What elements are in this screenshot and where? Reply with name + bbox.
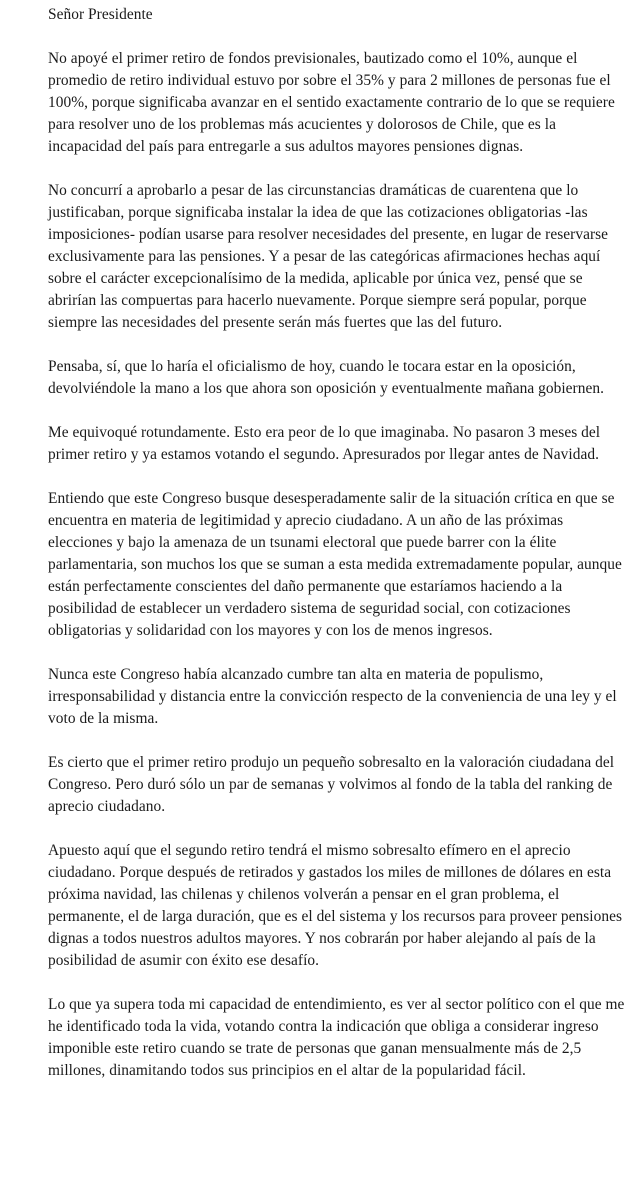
paragraph-9: Lo que ya supera toda mi capacidad de entendimiento, es ver al sector político con el que me he identificado toda la vida, votando contra la indicación que obliga a considerar ingreso imponible este retiro cuando se trate de personas que ganan mensualmente más de 2,5 millones, dinamitando todos sus principios en el altar de la popularidad fácil. — [48, 996, 625, 1079]
paragraph-1: No apoyé el primer retiro de fondos previsionales, bautizado como el 10%, aunque el promedio de retiro individual estuvo por sobre el 35% y para 2 millones de personas fue el 100%, porque significaba avanzar en el sentido exactamente contrario de lo que se requiere para resolver uno de los problemas más acucientes y dolorosos de Chile, que es la incapacidad del país para entregarle a sus adultos mayores pensiones dignas. — [48, 50, 615, 155]
salutation: Señor Presidente — [48, 6, 153, 23]
paragraph-5: Entiendo que este Congreso busque desesperadamente salir de la situación crítica en que se encuentra en materia de legitimidad y aprecio ciudadano. A un año de las próximas elecciones y bajo la amenaza de un tsunami electoral que puede barrer con la élite parlamentaria, son muchos los que se suman a esta medida extremadamente popular, aunque están perfectamente conscientes del daño permanente que estaríamos haciendo a la posibilidad de establecer un verdadero sistema de seguridad social, con cotizaciones obligatorias y solidaridad con los mayores y con los de menos ingresos. — [48, 490, 622, 639]
paragraph-3: Pensaba, sí, que lo haría el oficialismo de hoy, cuando le tocara estar en la oposición, devolviéndole la mano a los que ahora son oposición y eventualmente mañana gobiernen. — [48, 358, 605, 397]
paragraph-2: No concurrí a aprobarlo a pesar de las circunstancias dramáticas de cuarentena que lo justificaban, porque significaba instalar la idea de que las cotizaciones obligatorias -las imposiciones- podían usarse para resolver necesidades del presente, en lugar de reservarse exclusivamente para las pensiones. Y a pesar de las categóricas afirmaciones hechas aquí sobre el carácter excepcionalísimo de la medida, aplicable por única vez, pensé que se abrirían las compuertas para hacerlo nuevamente. Porque siempre será popular, porque siempre las necesidades del presente serán más fuertes que las del futuro. — [48, 182, 609, 331]
paragraph-4: Me equivoqué rotundamente. Esto era peor de lo que imaginaba. No pasaron 3 meses del primer retiro y ya estamos votando el segundo. Apresurados por llegar antes de Navidad. — [48, 424, 601, 463]
paragraph-8: Apuesto aquí que el segundo retiro tendrá el mismo sobresalto efímero en el aprecio ciudadano. Porque después de retirados y gastados los miles de millones de dólares en esta próxima navidad, las chilenas y chilenos volverán a pensar en el gran problema, el permanente, el de larga duración, que es el del sistema y los recursos para proveer pensiones dignas a todos nuestros adultos mayores. Y nos cobrarán por haber alejando al país de la posibilidad de asumir con éxito ese desafío. — [48, 842, 623, 969]
paragraph-7: Es cierto que el primer retiro produjo un pequeño sobresalto en la valoración ciudadana del Congreso. Pero duró sólo un par de semanas y volvimos al fondo de la tabla del ranking de aprecio ciudadano. — [48, 754, 615, 815]
paragraph-6: Nunca este Congreso había alcanzado cumbre tan alta en materia de populismo, irresponsabilidad y distancia entre la convicción respecto de la conveniencia de una ley y el voto de la misma. — [48, 666, 617, 727]
